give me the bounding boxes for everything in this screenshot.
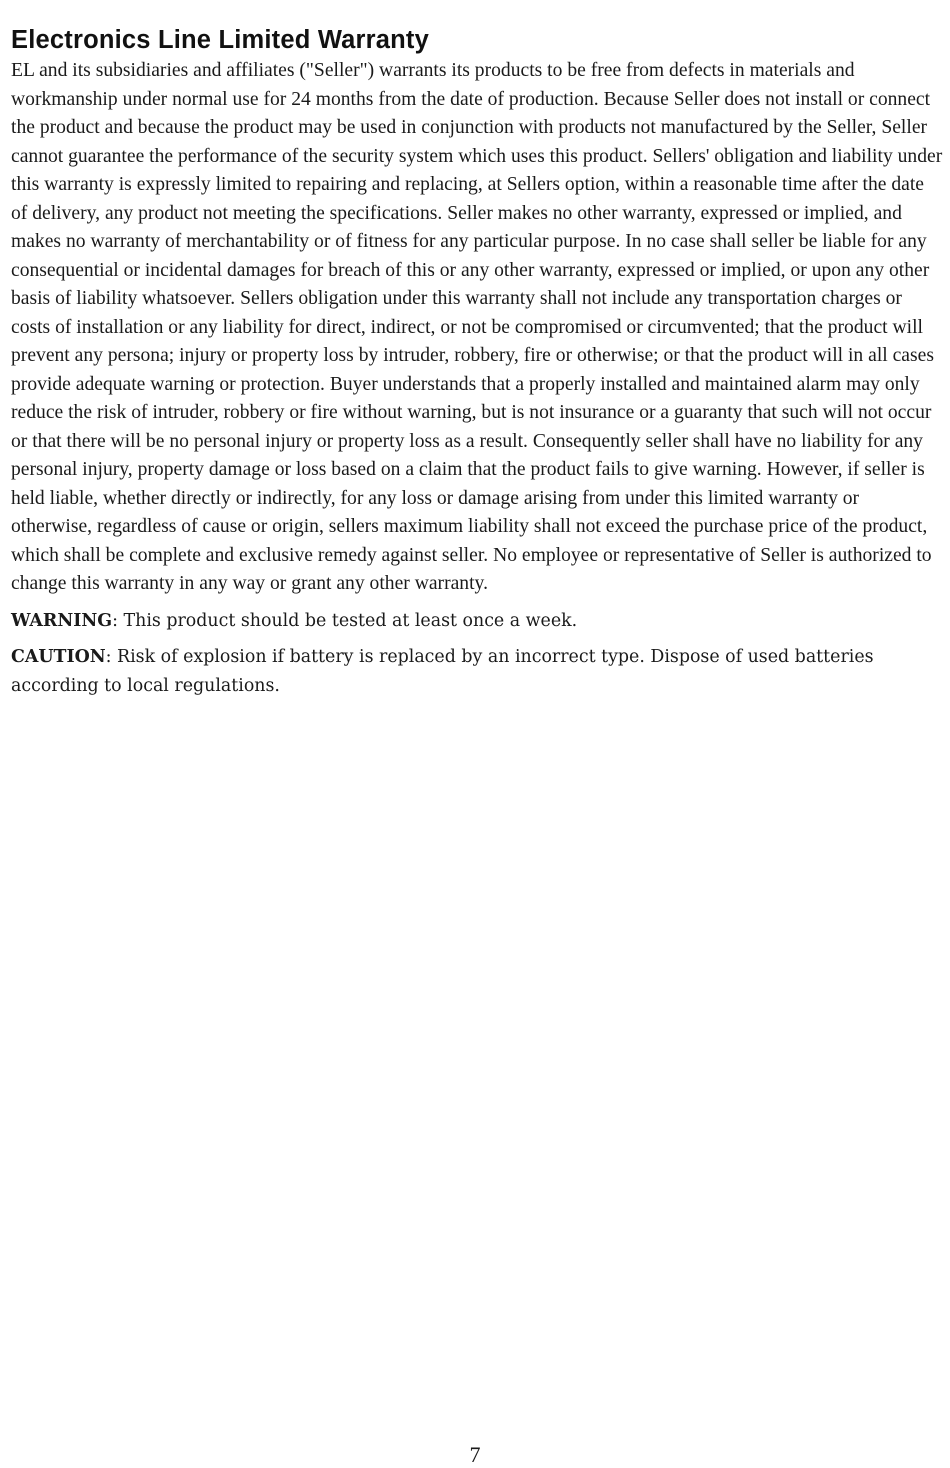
warning-notice xyxy=(11,607,945,636)
caution-text: : Risk of explosion if battery is replaced by an incorrect type. Dispose of used batteries according to local regulations. xyxy=(11,647,874,696)
warranty-page xyxy=(11,24,945,700)
warning-text: : This product should be tested at least once a week. xyxy=(112,610,578,631)
caution-notice xyxy=(11,643,945,700)
warranty-body: EL and its subsidiaries and affiliates ("Seller") warrants its products to be free from defects in materials and workmanship under normal use for 24 months from the date of production. Because Seller does not install or connect the product and because the product may be used in conjunction with products not manufactured by the Seller, Seller cannot guarantee the performance of the security system which uses this product. Sellers' obligation and liability under this warranty is expressly limited to repairing and replacing, at Sellers option, within a reasonable time after the date of delivery, any product not meeting the specifications. Seller makes no other warranty, expressed or implied, and makes no warranty of merchantability or of fitness for any particular purpose. In no case shall seller be liable for any consequential or incidental damages for breach of this or any other warranty, expressed or implied, or upon any other basis of liability whatsoever. Sellers obligation under this warranty shall not include any transportation charges or costs of installation or any liability for direct, indirect, or not be compromised or circumvented; that the product will prevent any persona; injury or property loss by intruder, robbery, fire or otherwise; or that the product will in all cases provide adequate warning or protection. Buyer understands that a properly installed and maintained alarm may only reduce the risk of intruder, robbery or fire without warning, but is not insurance or a guaranty that such will not occur or that there will be no personal injury or property loss as a result. Consequently seller shall have no liability for any personal injury, property damage or loss based on a claim that the product fails to give warning. However, if seller is held liable, whether directly or indirectly, for any loss or damage arising from under this limited warranty or otherwise, regardless of cause or origin, sellers maximum liability shall not exceed the purchase price of the product, which shall be complete and exclusive remedy against seller. No employee or representative of Seller is authorized to change this warranty in any way or grant any other warranty. xyxy=(11,60,943,594)
page-title: Electronics Line Limited Warranty xyxy=(11,26,429,54)
page-number: 7 xyxy=(469,1442,481,1467)
caution-label: CAUTION xyxy=(11,647,106,667)
warning-label: WARNING xyxy=(11,610,113,631)
